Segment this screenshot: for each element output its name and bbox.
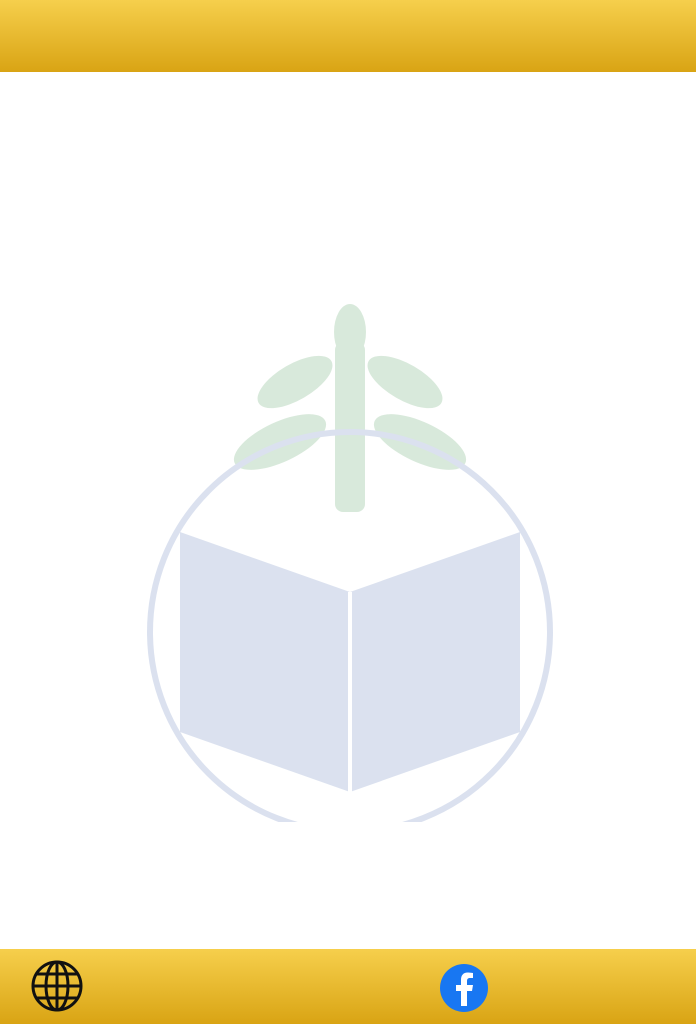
vocabulary-table: [0, 72, 696, 949]
seekhlein-watermark: [120, 302, 580, 822]
header-bar: [0, 0, 696, 72]
facebook-icon[interactable]: [438, 962, 490, 1014]
footer-bar: [0, 949, 696, 1024]
globe-icon: [30, 959, 84, 1013]
